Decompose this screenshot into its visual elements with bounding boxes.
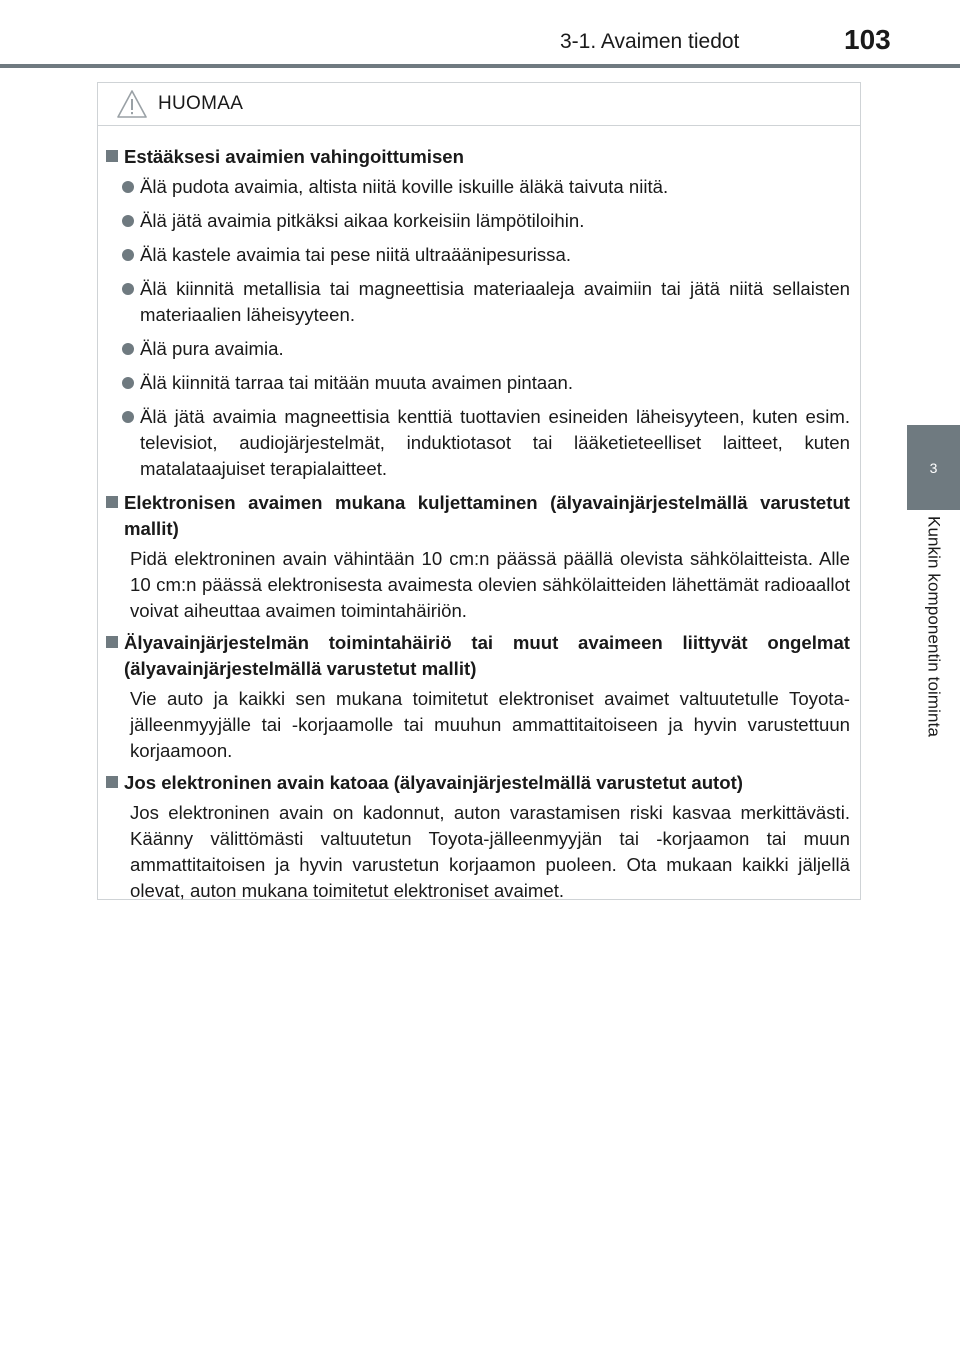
section-heading-text: Elektronisen avaimen mukana kuljettaminen (älyavainjärjestelmällä varustetut mallit) xyxy=(124,492,850,539)
chapter-number: 3 xyxy=(929,459,938,476)
section-paragraph: Vie auto ja kaikki sen mukana toimitetut elektroniset avaimet valtuutetulle Toyota-jälleenmyyjälle tai -korjaamolle tai muuhun ammattitaitoiseen ja hyvin varustettuun korjaamoon. xyxy=(130,688,850,761)
round-bullet-icon xyxy=(122,343,134,355)
chapter-tab xyxy=(907,425,960,510)
section-carrying-key xyxy=(106,490,850,624)
list-item-text: Älä kiinnitä tarraa tai mitään muuta avaimen pintaan. xyxy=(140,372,574,393)
round-bullet-icon xyxy=(122,283,134,295)
list-item xyxy=(122,370,850,396)
header-rule xyxy=(0,64,960,68)
section-heading xyxy=(106,770,850,796)
square-bullet-icon xyxy=(106,496,118,508)
list-item-text: Älä kiinnitä metallisia tai magneettisia materiaaleja avaimiin tai jätä niitä sellaisten materiaalien läheisyyteen. xyxy=(140,278,850,325)
square-bullet-icon xyxy=(106,636,118,648)
list-item xyxy=(122,174,850,200)
section-malfunction xyxy=(106,630,850,764)
warning-triangle-icon xyxy=(116,89,148,119)
notice-box xyxy=(97,82,861,900)
round-bullet-icon xyxy=(122,249,134,261)
list-item xyxy=(122,336,850,362)
square-bullet-icon xyxy=(106,150,118,162)
list-item-text: Älä pura avaimia. xyxy=(140,338,284,359)
section-heading xyxy=(106,630,850,682)
section-heading xyxy=(106,144,850,170)
chapter-title: Kunkin komponentin toiminta xyxy=(924,516,944,737)
section-heading xyxy=(106,490,850,542)
round-bullet-icon xyxy=(122,411,134,423)
list-item xyxy=(122,276,850,328)
section-heading-text: Estääksesi avaimien vahingoittumisen xyxy=(124,146,464,167)
list-item-text: Älä kastele avaimia tai pese niitä ultraäänipesurissa. xyxy=(140,244,571,265)
list-item xyxy=(122,242,850,268)
list-item-text: Älä pudota avaimia, altista niitä koville iskuille äläkä taivuta niitä. xyxy=(140,176,669,197)
notice-body xyxy=(98,126,860,904)
section-paragraph: Pidä elektroninen avain vähintään 10 cm:n päässä päällä olevista sähkölaitteista. Alle 10 cm:n päässä elektronisesta avaimesta olevien sähkölaitteiden lähettämät radioaallot voivat aiheuttaa avaimen toimintahäiriön. xyxy=(130,548,850,621)
section-paragraph: Jos elektroninen avain on kadonnut, auton varastamisen riski kasvaa merkittävästi. Käänny välittömästi valtuutetun Toyota-jälleenmyyjän tai -korjaamon tai muun ammattitaitoisen ja hyvin varustetun korjaamon puoleen. Ota mukaan kaikki jäljellä olevat, auton mukana toimitetut elektroniset avaimet. xyxy=(130,802,850,901)
square-bullet-icon xyxy=(106,776,118,788)
section-lost-key xyxy=(106,770,850,904)
list-item-text: Älä jätä avaimia magneettisia kenttiä tuottavien esineiden läheisyyteen, kuten esim. televisiot, audiojärjestelmät, induktiotasot tai lääketieteelliset laitteet, kuten matalataajuiset terapialaitteet. xyxy=(140,406,850,479)
section-heading-text: Älyavainjärjestelmän toimintahäiriö tai muut avaimeen liittyvät ongelmat (älyavainjärjestelmällä varustetut mallit) xyxy=(124,632,850,679)
list-item-text: Älä jätä avaimia pitkäksi aikaa korkeisiin lämpötiloihin. xyxy=(140,210,585,231)
notice-header xyxy=(98,83,860,126)
section-key-damage xyxy=(106,144,850,482)
round-bullet-icon xyxy=(122,181,134,193)
list-item xyxy=(122,404,850,482)
round-bullet-icon xyxy=(122,215,134,227)
section-title: 3-1. Avaimen tiedot xyxy=(560,30,740,53)
notice-label: HUOMAA xyxy=(158,93,244,114)
section-heading-text: Jos elektroninen avain katoaa (älyavainjärjestelmällä varustetut autot) xyxy=(124,772,743,793)
page-number: 103 xyxy=(844,24,891,55)
round-bullet-icon xyxy=(122,377,134,389)
list-item xyxy=(122,208,850,234)
